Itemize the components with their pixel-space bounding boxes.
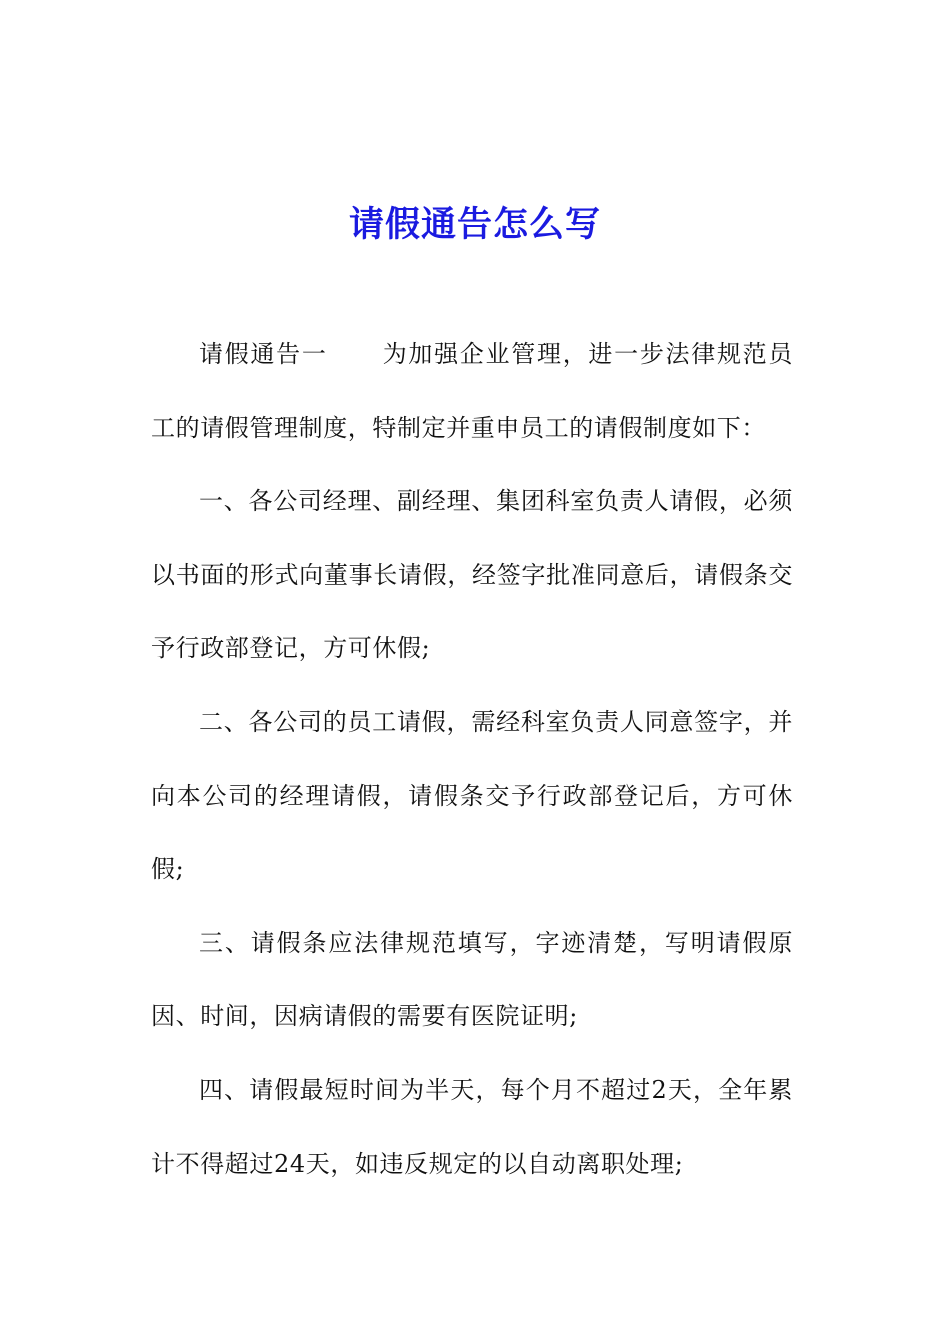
paragraph-item-4: 四、请假最短时间为半天，每个月不超过2天，全年累计不得超过24天，如违反规定的以自动离职处理;: [151, 1075, 793, 1178]
paragraph-item-2: 二、各公司的员工请假，需经科室负责人同意签字，并向本公司的经理请假，请假条交予行政部登记后，方可休假;: [151, 707, 793, 884]
document-body: [151, 318, 793, 1201]
notice-heading-label: 请假通告一: [199, 340, 328, 368]
paragraph-intro: [151, 318, 793, 465]
document-title: 请假通告怎么写: [348, 205, 601, 246]
paragraph-intro-text: 为加强企业管理，进一步法律规范员工的请假管理制度，特制定并重申员工的请假制度如下：: [151, 340, 793, 442]
paragraph-item-1: 一、各公司经理、副经理、集团科室负责人请假，必须以书面的形式向董事长请假，经签字批准同意后，请假条交予行政部登记，方可休假;: [151, 487, 793, 663]
paragraph-item-3: 三、请假条应法律规范填写，字迹清楚，写明请假原因、时间，因病请假的需要有医院证明;: [151, 928, 793, 1031]
